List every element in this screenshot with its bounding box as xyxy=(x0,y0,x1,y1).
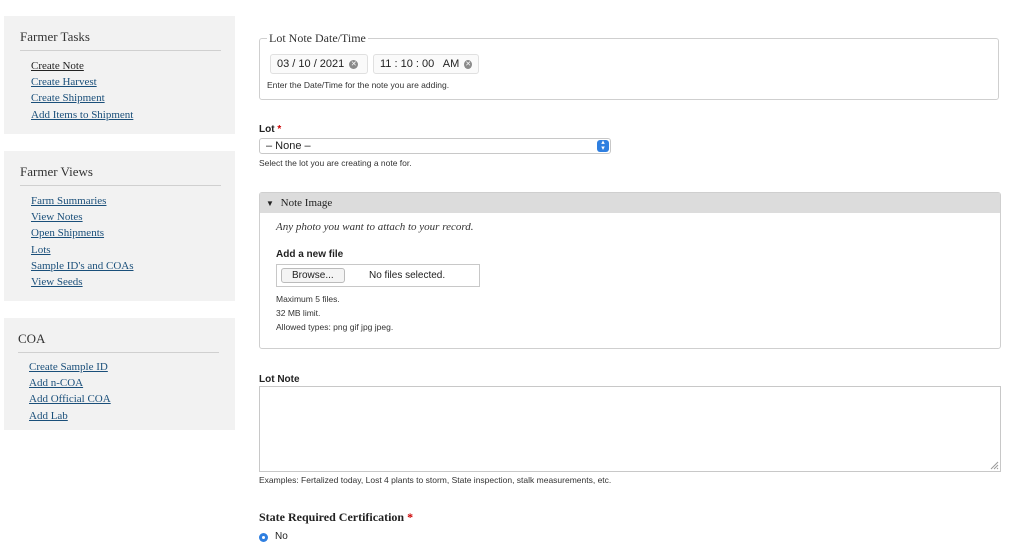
browse-button[interactable]: Browse... xyxy=(281,268,345,283)
lot-description: Select the lot you are creating a note for. xyxy=(259,158,412,168)
farmer-tasks-menu xyxy=(31,58,133,123)
menu-item xyxy=(31,242,134,258)
menu-item xyxy=(29,375,111,391)
menu-item xyxy=(31,209,134,225)
note-image-summary[interactable]: ▼ Note Image xyxy=(260,193,1000,213)
farmer-views-menu xyxy=(31,193,134,290)
coa-block xyxy=(4,318,235,430)
create-note-link[interactable]: Create Note xyxy=(31,60,84,72)
view-seeds-link[interactable]: View Seeds xyxy=(31,276,83,289)
lot-note-description: Examples: Fertalized today, Lost 4 plants to storm, State inspection, stalk measurements, etc. xyxy=(259,475,612,485)
create-harvest-link[interactable]: Create Harvest xyxy=(31,76,97,89)
lot-selected-value: – None – xyxy=(266,140,311,152)
certification-no-radio[interactable] xyxy=(259,533,268,542)
lot-note-textarea[interactable] xyxy=(259,386,1001,472)
create-shipment-link[interactable]: Create Shipment xyxy=(31,92,105,105)
farmer-views-block xyxy=(4,151,235,301)
farmer-tasks-block xyxy=(4,16,235,134)
date-value: 03 / 10 / 2021 xyxy=(277,58,345,70)
lot-note-label: Lot Note xyxy=(259,374,300,385)
menu-item xyxy=(31,90,133,106)
note-image-intro: Any photo you want to attach to your record. xyxy=(276,221,474,233)
add-file-label: Add a new file xyxy=(276,249,344,260)
lot-label: Lot * xyxy=(259,124,282,135)
lots-link[interactable]: Lots xyxy=(31,243,51,256)
date-input[interactable] xyxy=(270,54,368,74)
required-marker: * xyxy=(277,124,282,135)
create-sample-id-link[interactable]: Create Sample ID xyxy=(29,361,108,373)
time-value: 11 : 10 : 00 AM xyxy=(380,58,460,70)
coa-title: COA xyxy=(18,331,219,353)
farmer-tasks-title: Farmer Tasks xyxy=(20,29,221,51)
sample-ids-and-coas-link[interactable]: Sample ID's and COAs xyxy=(31,259,134,272)
certification-no-label: No xyxy=(275,531,288,542)
menu-item xyxy=(31,274,134,290)
certification-label: State Required Certification * xyxy=(259,510,414,524)
farmer-views-title: Farmer Views xyxy=(20,164,221,186)
menu-item xyxy=(31,74,133,90)
menu-item xyxy=(31,58,133,74)
menu-item xyxy=(29,408,111,424)
menu-item xyxy=(29,391,111,407)
add-n-coa-link[interactable]: Add n-COA xyxy=(29,377,84,390)
menu-item xyxy=(31,107,133,123)
upload-help xyxy=(276,292,393,334)
datetime-description: Enter the Date/Time for the note you are adding. xyxy=(267,80,450,90)
farm-summaries-link[interactable]: Farm Summaries xyxy=(31,195,107,207)
max-files-text: Maximum 5 files. xyxy=(276,294,340,304)
file-status-text: No files selected. xyxy=(369,270,446,281)
allowed-types-text: Allowed types: png gif jpg jpeg. xyxy=(276,322,394,332)
note-image-details xyxy=(259,192,1001,349)
menu-item xyxy=(29,359,111,375)
coa-menu xyxy=(29,359,111,424)
size-limit-text: 32 MB limit. xyxy=(276,308,321,318)
clear-time-icon[interactable]: ✕ xyxy=(465,60,472,68)
file-upload-widget xyxy=(276,264,480,287)
menu-item xyxy=(31,258,134,274)
menu-item xyxy=(31,225,134,241)
lot-note-datetime-fieldset xyxy=(259,31,999,100)
clear-date-icon[interactable]: ✕ xyxy=(350,60,357,68)
add-items-to-shipment-link[interactable]: Add Items to Shipment xyxy=(31,108,134,121)
datetime-legend: Lot Note Date/Time xyxy=(269,31,366,45)
time-input[interactable] xyxy=(373,54,479,74)
open-shipments-link[interactable]: Open Shipments xyxy=(31,227,105,240)
view-notes-link[interactable]: View Notes xyxy=(31,211,83,224)
required-marker: * xyxy=(407,510,414,524)
resize-handle-icon[interactable] xyxy=(990,461,999,470)
triangle-down-icon: ▼ xyxy=(266,199,274,208)
add-lab-link[interactable]: Add Lab xyxy=(29,409,68,422)
select-arrows-icon: ▴ ▾ xyxy=(597,140,609,152)
menu-item xyxy=(31,193,134,209)
add-official-coa-link[interactable]: Add Official COA xyxy=(29,393,111,406)
lot-select[interactable] xyxy=(259,138,611,154)
